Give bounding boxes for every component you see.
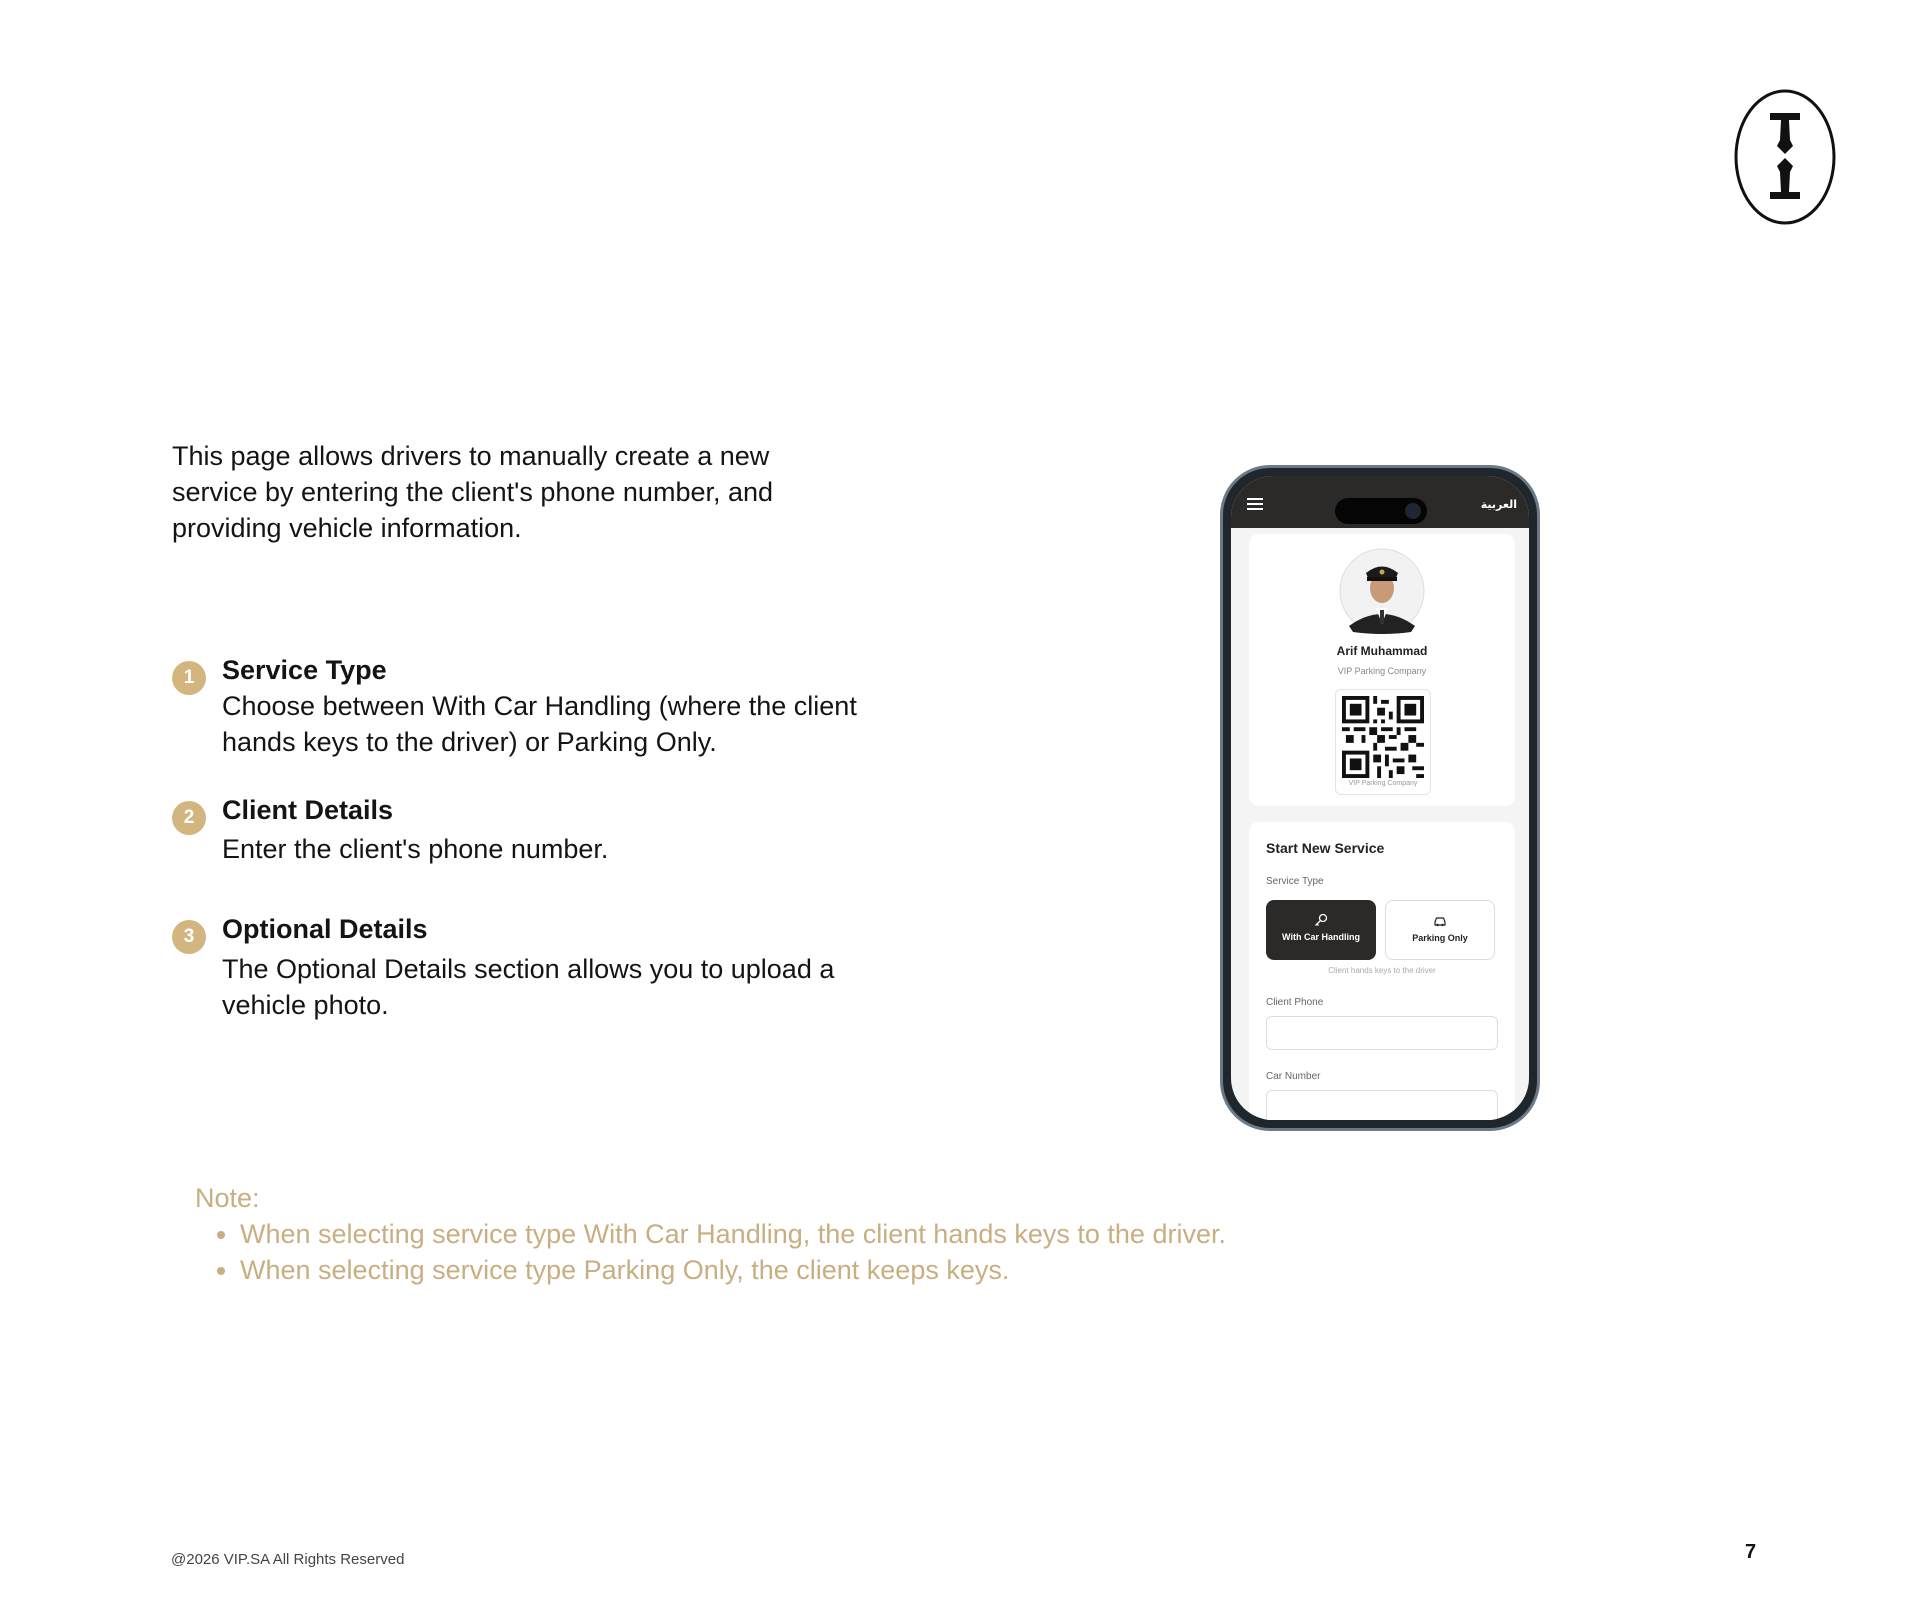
driver-qr-card[interactable] [1335,689,1431,795]
form-title: Start New Service [1266,840,1385,856]
car-icon [1432,913,1448,929]
step-description: Enter the client's phone number. [222,834,609,864]
brand-logo [1733,88,1837,226]
phone-screen [1231,476,1529,1120]
driver-name: Arif Muhammad [1336,644,1428,658]
client-phone-input[interactable] [1266,1016,1498,1050]
note-item: • When selecting service type Parking Only, the client keeps keys. [240,1252,1226,1288]
step-description: Choose between With Car Handling (where the client hands keys to the driver) or Parking Only. [222,691,857,757]
page-number: 7 [1745,1541,1757,1563]
copyright-footer: @2026 VIP.SA All Rights Reserved [171,1551,405,1568]
car-number-label: Car Number [1266,1071,1321,1082]
intro-paragraph: This page allows drivers to manually create a new service by entering the client's phone number, and providing vehicle information. [172,441,774,543]
language-toggle[interactable]: العربية [1480,498,1517,511]
note-label: Note: [195,1183,260,1213]
step-number-badge: 2 [172,801,206,835]
service-type-hint: Client hands keys to the driver [1328,966,1436,975]
driver-avatar [1339,548,1425,634]
app-header [1231,476,1529,528]
parking-only-button[interactable] [1385,900,1495,960]
option-label: Parking Only [1412,933,1468,943]
option-label: With Car Handling [1282,932,1360,942]
phone-mockup [1220,465,1540,1131]
key-icon [1313,912,1329,928]
dynamic-island [1335,498,1427,524]
car-number-input[interactable] [1266,1090,1498,1120]
step-number-badge: 1 [172,661,206,695]
note-list [195,1216,1226,1288]
note-section [195,1180,1226,1288]
with-car-handling-button[interactable] [1266,900,1376,960]
step-description: The Optional Details section allows you to upload a vehicle photo. [222,954,835,1020]
service-type-label: Service Type [1266,876,1324,887]
qr-code [1342,696,1424,778]
step-number-badge: 3 [172,920,206,954]
step-title: Client Details [222,795,394,825]
camera-icon [1405,503,1421,519]
driver-profile-card [1249,534,1515,806]
client-phone-label: Client Phone [1266,997,1324,1008]
note-item: • When selecting service type With Car Handling, the client hands keys to the driver. [240,1216,1226,1252]
start-service-form [1249,822,1515,1120]
step-title: Service Type [222,655,387,685]
qr-caption: VIP Parking Company [1348,780,1418,787]
step-title: Optional Details [222,914,428,944]
company-name: VIP Parking Company [1337,666,1427,676]
hamburger-menu-icon[interactable] [1247,498,1263,510]
